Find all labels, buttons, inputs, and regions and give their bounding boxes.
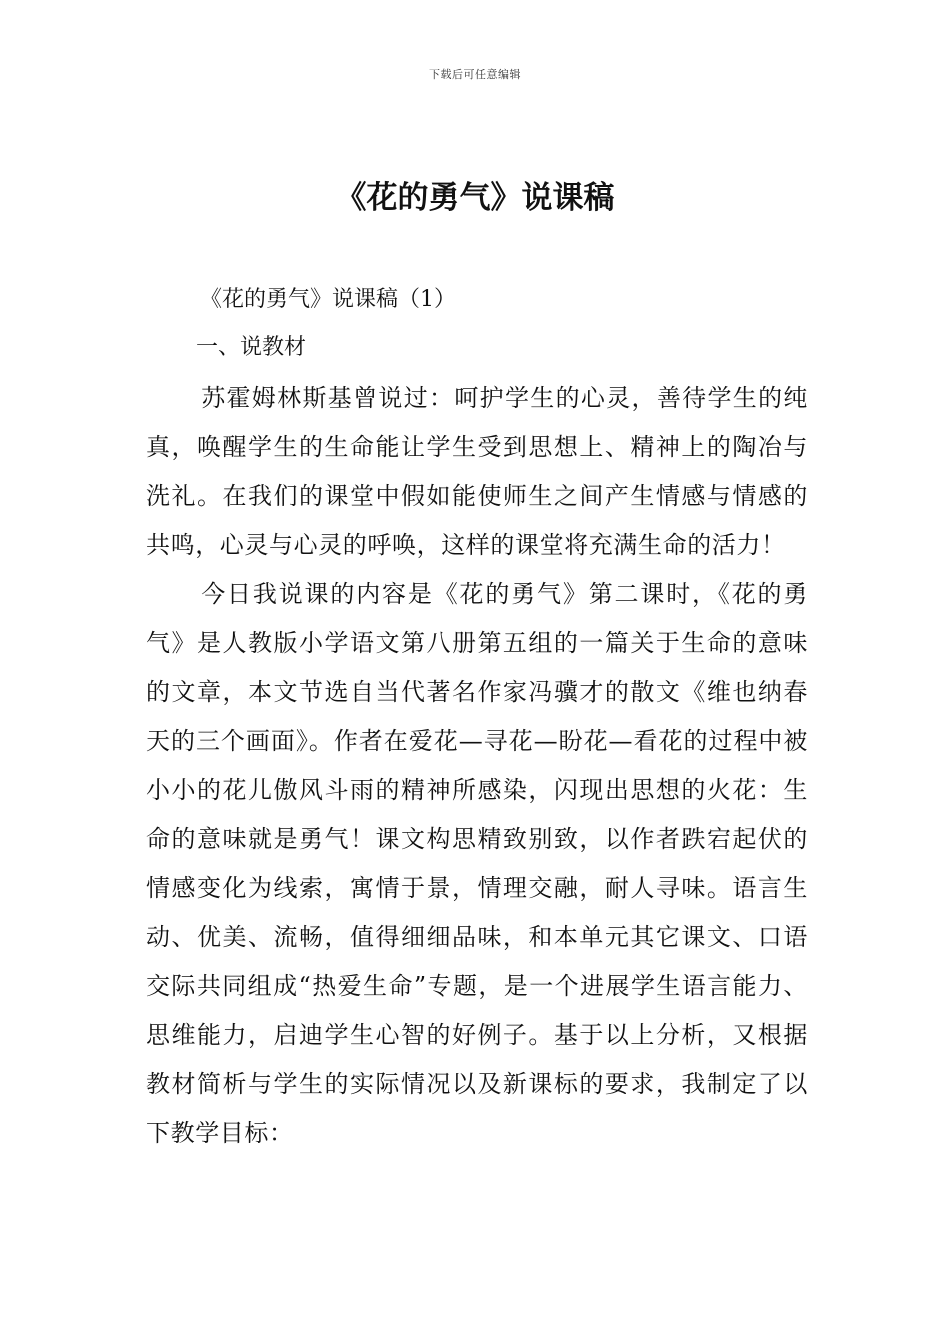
document-body (146, 278, 808, 1158)
page-header-note: 下载后可任意编辑 (429, 68, 521, 81)
paragraph: 今日我说课的内容是《花的勇气》第二课时，《花的勇气》是人教版小学语文第八册第五组的一篇关于生命的意味的文章，本文节选自当代著名作家冯骥才的散文《维也纳春天的三个画面》。作者在爱花—寻花—盼花—看花的过程中被小小的花儿傲风斗雨的精神所感染，闪现出思想的火花：生命的意味就是勇气！课文构思精致别致，以作者跌宕起伏的情感变化为线索，寓情于景，情理交融，耐人寻味。语言生动、优美、流畅，值得细细品味，和本单元其它课文、口语交际共同组成“热爱生命”专题，是一个进展学生语言能力、思维能力，启迪学生心智的好例子。基于以上分析，又根据教材简析与学生的实际情况以及新课标的要求，我制定了以下教学目标： (146, 580, 808, 1147)
document-title: 《花的勇气》说课稿 (335, 180, 615, 216)
paragraph: 苏霍姆林斯基曾说过：呵护学生的心灵，善待学生的纯真，唤醒学生的生命能让学生受到思想上、精神上的陶冶与洗礼。在我们的课堂中假如能使师生之间产生情感与情感的共鸣，心灵与心灵的呼唤，这样的课堂将充满生命的活力！ (146, 384, 808, 559)
section-heading: 一、说教材 (196, 335, 307, 360)
document-subtitle: 《花的勇气》说课稿（1） (200, 287, 456, 312)
